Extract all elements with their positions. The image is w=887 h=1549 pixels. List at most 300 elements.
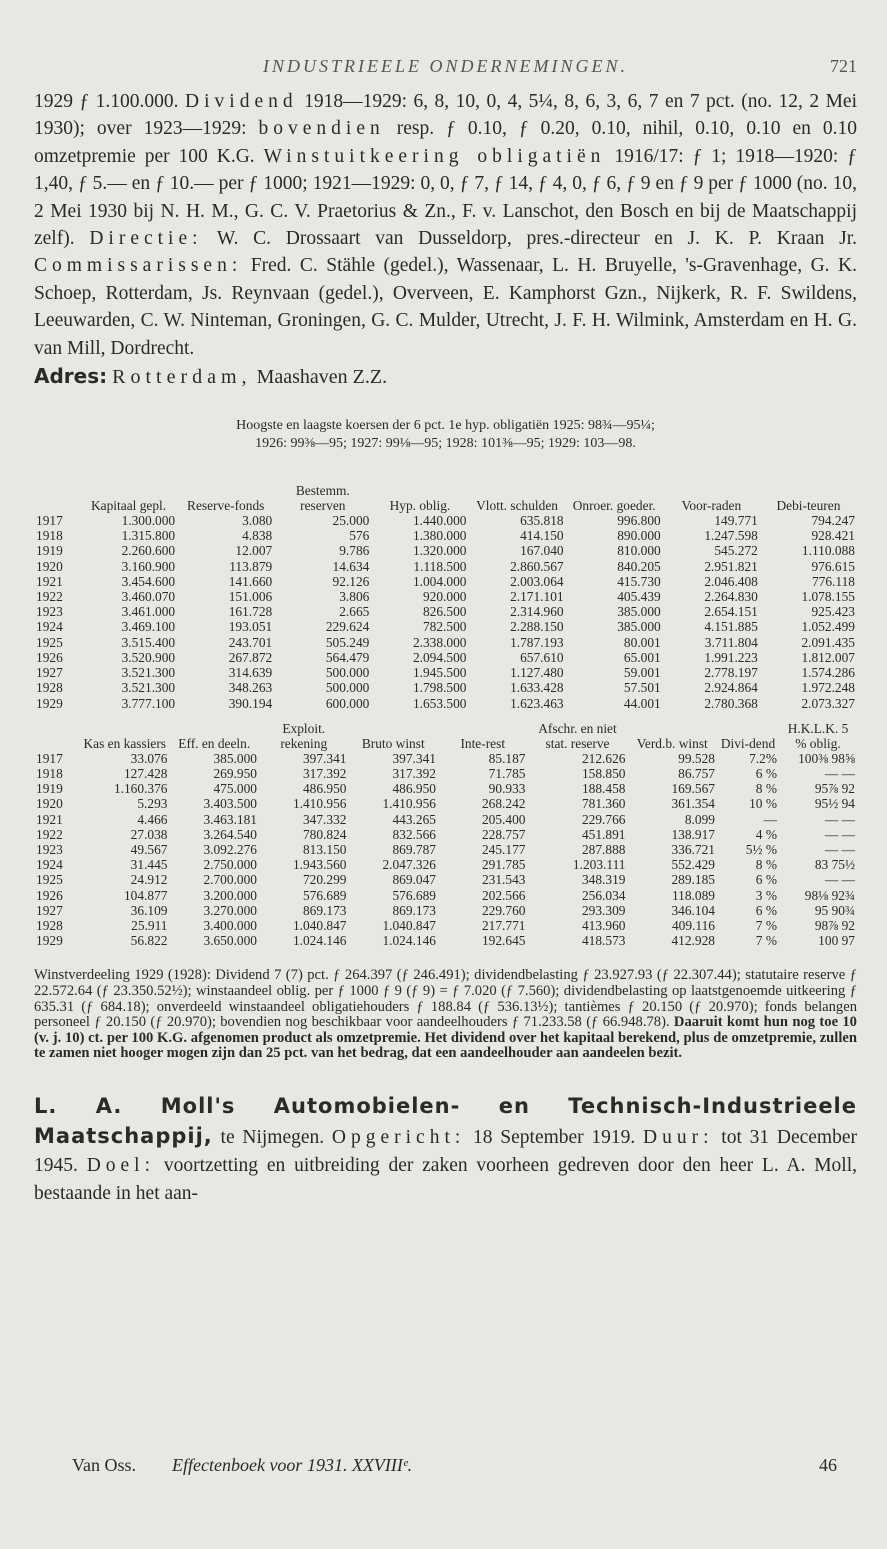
table-cell: 2.780.368 [704,695,758,711]
table-cell: 291.785 [481,857,526,873]
table-cell: 317.392 [302,765,347,781]
table-cell: 7.2% [749,750,777,766]
table-cell: 188.458 [581,781,626,797]
table-cell: 500.000 [325,665,370,681]
table-cell: 317.392 [392,765,436,781]
year-cell: 1929 [36,933,63,949]
year-cell: 1922 [36,826,63,842]
table-cell: 2.654.151 [704,604,758,620]
table-cell: 3 % [755,887,777,903]
results-table-body [34,751,857,949]
table-cell: 1.787.193 [510,634,564,650]
table-cell: 813.150 [302,841,347,857]
footer-publisher: Van Oss. [72,1455,137,1475]
table-cell: 193.051 [228,619,273,635]
table-cell: 832.566 [392,826,436,842]
year-cell: 1928 [36,680,63,696]
table-cell: 780.824 [302,826,347,842]
table-cell: 85.187 [488,750,526,766]
table-cell: 600.000 [325,695,370,711]
table-cell: 92.126 [332,573,370,589]
table-cell: 2.860.567 [510,558,564,574]
column-header: Exploit. rekening [280,720,328,751]
year-cell: 1922 [36,589,63,605]
table-cell: 1.633.428 [510,680,564,696]
table-cell: 27.038 [130,826,168,842]
address-label: Adres: [34,364,108,389]
table-cell: 1.078.155 [801,589,855,605]
text-run: 1929 ƒ 1.100.000. [34,91,186,112]
footer-book-title: Effectenboek voor 1931. XXVIIIᵉ. [172,1455,413,1475]
dividend-label: Dividend [185,91,298,112]
year-cell: 1927 [36,902,63,918]
year-cell: 1925 [36,872,63,888]
table-cell: 83 75½ [814,857,855,873]
table-cell: 8 % [755,857,777,873]
table-cell: 657.610 [520,649,564,665]
column-header: Kapitaal gepl. [91,498,167,514]
table-cell: 2.700.000 [203,872,257,888]
opgericht-label: Opgericht: [331,1126,466,1148]
column-header: Verd.b. winst [636,735,708,751]
table-row [34,619,857,634]
table-cell: 781.360 [581,796,626,812]
table-cell: 2.924.864 [704,680,758,696]
year-cell: 1919 [36,543,63,559]
table-cell: 3.650.000 [203,933,257,949]
table-cell: 920.000 [422,589,467,605]
table-cell: — — [824,811,855,827]
table-cell: 336.721 [671,841,715,857]
table-cell: 8 % [755,781,777,797]
table-cell: 25.911 [131,917,168,933]
table-cell: 24.912 [130,872,168,888]
table-cell: 141.660 [228,573,273,589]
table-cell: 10 % [749,796,777,812]
year-cell: 1926 [36,649,63,665]
koersen-note [34,417,857,453]
table-cell: 8.099 [684,811,715,827]
table-cell: 564.479 [325,649,370,665]
balance-table-header [34,483,857,513]
year-cell: 1927 [36,665,63,681]
table-row [34,857,857,872]
column-header: Hyp. oblig. [389,498,451,514]
table-cell: 4.466 [137,811,168,827]
year-cell: 1919 [36,781,63,797]
text-run: Fred. C. Stähle (gedel.), Wassenaar, L. H. Bruyelle, 's-Gravenhage, G. K. Schoep, Rotterdam, Js. Reynvaan (gedel.), Overveen, E. Kamphorst Gzn., Nijkerk, R. F. Swildens, Leeuwarden, C. W. Ninteman, Groningen, G. C. Mulder, Utrecht, J. F. H. Wilmink, Amsterdam en H. G. van Mill, Dordrecht. [34,255,857,359]
table-cell: 1.024.146 [292,933,347,949]
table-cell: 113.879 [229,558,273,574]
table-cell: — — [824,872,855,888]
table-row [34,766,857,781]
table-cell: 346.104 [671,902,715,918]
table-row [34,903,857,918]
table-cell: 2.091.435 [801,634,855,650]
table-cell: 1.004.000 [412,573,467,589]
table-cell: 3.092.276 [203,841,257,857]
table-cell: 1.653.500 [412,695,467,711]
table-cell: 256.034 [581,887,626,903]
table-cell: 269.950 [213,765,257,781]
table-cell: 1.052.499 [801,619,855,635]
table-cell: 212.626 [581,750,626,766]
column-header: Debi-teuren [776,498,841,514]
year-cell: 1917 [36,513,63,529]
column-header: Vlott. schulden [476,498,558,514]
table-cell: 3.463.181 [203,811,257,827]
table-cell: 3.521.300 [121,665,176,681]
table-cell: 127.428 [123,765,168,781]
table-cell: 6 % [755,872,777,888]
column-header: Divi-dend [720,735,776,751]
table-cell: 229.766 [581,811,626,827]
table-row [34,604,857,619]
table-cell: 890.000 [617,528,661,544]
column-header [34,721,80,751]
table-cell: 4.838 [242,528,273,544]
table-cell: 1.315.800 [121,528,176,544]
table-cell: 776.118 [811,573,855,589]
year-cell: 1918 [36,528,63,544]
winstverdeeling-text: Winstverdeeling 1929 (1928): Dividend 7 (7) pct. ƒ 264.397 (ƒ 246.491); dividendbelasting ƒ 23.927.93 (ƒ 22.307.44); statutaire reserve ƒ 22.572.64 (ƒ 23.350.52½); winstaandeel oblig. per ƒ 1000 ƒ 9 (ƒ 9) = ƒ 7.020 (ƒ 7.560); dividendbelasting op laatstgenoemde uitkeering ƒ 635.31 (ƒ 684.18); onverdeeld winstaandeel obligatiehouders ƒ 188.84 (ƒ 536.13½); tantièmes ƒ 20.150 (ƒ 20.970); fonds belangen personeel ƒ 20.150 (ƒ 20.970); bovendien nog beschikbaar voor aandeelhouders ƒ 71.233.58 (ƒ 66.948.78). [34,967,857,1031]
table-cell: 314.639 [228,665,273,681]
table-cell: 2.951.821 [704,558,758,574]
table-cell: 59.001 [623,665,661,681]
table-cell: 1.380.000 [412,528,467,544]
table-cell: 4.151.885 [704,619,758,635]
doel-label: Doel: [86,1154,156,1176]
table-row [34,796,857,811]
balance-table-body [34,513,857,711]
table-cell: 118.089 [671,887,715,903]
year-cell: 1921 [36,573,63,589]
table-cell: 9.786 [339,543,370,559]
column-header: Onroer. goeder. [572,498,656,514]
table-cell: 1.410.956 [382,796,436,812]
company-entry [34,1092,857,1208]
table-row [34,574,857,589]
table-cell: — — [824,841,855,857]
table-cell: 2.778.197 [704,665,758,681]
results-table-header [34,721,857,751]
table-cell: 2.260.600 [121,543,176,559]
winstuitkeering-label: Winstuitkeering obligatiën [263,145,606,167]
table-cell: 229.760 [481,902,526,918]
table-cell: 2.094.500 [412,649,467,665]
table-cell: — [763,811,777,827]
table-cell: 3.400.000 [203,917,257,933]
table-cell: 576 [349,528,370,544]
table-row [34,872,857,887]
table-cell: 80.001 [623,634,661,650]
table-cell: 1.203.111 [572,857,626,873]
table-cell: 98⅞ 92 [814,917,855,933]
table-cell: 782.500 [422,619,467,635]
table-cell: 229.624 [325,619,370,635]
table-row [34,528,857,543]
table-cell: 95⅞ 92 [814,781,855,797]
year-cell: 1926 [36,887,63,903]
table-cell: 151.006 [228,589,273,605]
table-row [34,918,857,933]
table-cell: 25.000 [332,513,370,529]
table-cell: 361.354 [671,796,715,812]
table-cell: 167.040 [520,543,564,559]
table-cell: 928.421 [811,528,855,544]
table-cell: 243.701 [228,634,273,650]
table-cell: 149.771 [714,513,758,529]
table-cell: 840.205 [617,558,661,574]
company-info-paragraph [34,88,857,362]
table-cell: 635.818 [520,513,564,529]
table-cell: 869.047 [392,872,436,888]
table-cell: 90.933 [488,781,526,797]
table-cell: 2.750.000 [203,857,257,873]
table-cell: 161.728 [228,604,273,620]
table-cell: 2.665 [339,604,370,620]
table-row [34,781,857,796]
year-cell: 1917 [36,750,63,766]
table-cell: 289.185 [671,872,715,888]
table-cell: 1.812.007 [801,649,855,665]
duur-label: Duur: [643,1126,714,1148]
table-cell: 158.850 [581,765,626,781]
table-cell: 99.528 [678,750,715,766]
table-cell: 3.270.000 [203,902,257,918]
table-cell: 95 90¾ [814,902,855,918]
table-cell: 245.177 [481,841,526,857]
table-cell: 486.950 [302,781,347,797]
table-cell: 925.423 [811,604,855,620]
table-cell: 44.001 [623,695,661,711]
table-cell: 2.073.327 [801,695,855,711]
column-header: Bestemm. reserven [295,483,350,514]
table-cell: 36.109 [130,902,168,918]
table-cell: 2.314.960 [510,604,564,620]
table-cell: 3.521.300 [121,680,176,696]
table-cell: 2.288.150 [510,619,564,635]
column-header: H.K.L.K. 5 % oblig. [787,720,849,751]
table-cell: 418.573 [581,933,626,949]
table-cell: 71.785 [488,765,526,781]
table-cell: 976.615 [811,558,855,574]
table-cell: 443.265 [392,811,436,827]
table-row [34,635,857,650]
table-cell: 1.991.223 [704,649,758,665]
table-cell: 545.272 [714,543,758,559]
table-row [34,543,857,558]
column-header: Reserve-fonds [187,498,265,514]
table-row [34,680,857,695]
footer-page-number: 46 [819,1455,837,1475]
table-cell: 1.300.000 [121,513,176,529]
table-cell: 2.046.408 [704,573,758,589]
table-cell: 12.007 [235,543,273,559]
table-cell: 6 % [755,902,777,918]
table-cell: 1.247.598 [704,528,758,544]
year-cell: 1924 [36,619,63,635]
table-cell: 138.917 [671,826,715,842]
table-row [34,812,857,827]
column-header: Voor-raden [681,498,742,514]
table-cell: 1.943.560 [292,857,347,873]
column-header: Eff. en deeln. [178,735,251,751]
table-cell: 576.689 [302,887,347,903]
column-header: Inte-rest [460,735,506,751]
bovendien-label: bovendien [258,118,385,140]
table-cell: 57.501 [623,680,661,696]
table-cell: 1.040.847 [382,917,436,933]
table-cell: 86.757 [678,765,715,781]
table-cell: 810.000 [617,543,661,559]
table-cell: 2.003.064 [510,573,564,589]
text-run: resp. ƒ 0.10, ƒ 0.20, 0.10, nihil, 0.10, 0.10 en 0.10 omzetpremie per 100 K.G. [34,118,857,167]
table-cell: 576.689 [392,887,436,903]
table-cell: 31.445 [130,857,168,873]
table-cell: 869.173 [392,902,436,918]
table-cell: 231.543 [481,872,526,888]
winstverdeeling-paragraph [34,968,857,1062]
table-cell: 100⅜ 98⅝ [798,750,855,766]
year-cell: 1918 [36,765,63,781]
results-table [34,721,857,949]
table-cell: 1.127.480 [510,665,564,681]
table-cell: 486.950 [392,781,436,797]
table-cell: 1.410.956 [292,796,347,812]
table-cell: 228.757 [481,826,526,842]
table-cell: 169.567 [671,781,715,797]
table-cell: 3.461.000 [121,604,176,620]
table-cell: 405.439 [617,589,661,605]
commissarissen-label: Commissarissen: [34,255,243,277]
table-cell: 1.623.463 [510,695,564,711]
table-cell: 413.960 [581,917,626,933]
table-cell: 2.171.101 [510,589,564,605]
table-cell: 347.332 [302,811,347,827]
table-cell: 500.000 [325,680,370,696]
directie-label: Directie: [89,228,203,250]
table-cell: 3.460.070 [121,589,176,605]
page-header [34,48,857,88]
table-cell: 14.634 [332,558,370,574]
table-cell: 720.299 [302,872,347,888]
table-row [34,933,857,948]
balance-table [34,483,857,711]
table-cell: — — [824,765,855,781]
table-cell: 3.711.804 [704,634,758,650]
table-cell: 409.116 [671,917,715,933]
table-cell: 2.338.000 [412,634,467,650]
table-cell: 826.500 [422,604,467,620]
column-header: Kas en kassiers [83,735,167,751]
table-row [34,842,857,857]
table-cell: 1.972.248 [801,680,855,696]
table-cell: 33.076 [130,750,168,766]
page-number: 721 [830,56,857,76]
column-header: Afschr. en niet stat. reserve [538,720,617,751]
column-header: Bruto winst [361,735,425,751]
table-cell: 3.080 [242,513,273,529]
table-cell: 7 % [755,933,777,949]
table-cell: 348.319 [581,872,626,888]
table-cell: 869.173 [302,902,347,918]
text-run: tot 31 December 1945. [34,1126,857,1176]
year-cell: 1923 [36,841,63,857]
table-cell: 1.118.500 [413,558,467,574]
table-cell: 2.264.830 [704,589,758,605]
year-cell: 1923 [36,604,63,620]
table-cell: 104.877 [123,887,168,903]
address-city: Rotterdam, [112,366,252,389]
table-row [34,665,857,680]
table-cell: 7 % [755,917,777,933]
table-cell: 415.730 [617,573,661,589]
koersen-line-1: Hoogste en laagste koersen der 6 pct. 1e hyp. obligatiën 1925: 98¾—95¼; [236,418,655,434]
table-cell: 293.309 [581,902,626,918]
company-name: L. A. Moll's Automobielen- en Technisch-Industrieele Maatschappij, [34,1093,857,1148]
table-cell: 95½ 94 [814,796,855,812]
table-cell: 451.891 [581,826,626,842]
table-cell: 1.440.000 [412,513,467,529]
table-cell: 1.798.500 [412,680,467,696]
table-cell: 65.001 [623,649,661,665]
table-cell: 414.150 [520,528,564,544]
table-cell: 3.777.100 [121,695,176,711]
table-cell: 3.806 [339,589,370,605]
table-cell: 1.040.847 [292,917,347,933]
table-cell: 3.200.000 [203,887,257,903]
table-cell: 49.567 [130,841,168,857]
table-cell: 287.888 [581,841,626,857]
table-cell: 3.520.900 [121,649,176,665]
table-row [34,650,857,665]
table-cell: 267.872 [228,649,273,665]
running-title: INDUSTRIEELE ONDERNEMINGEN. [263,56,628,76]
table-cell: 475.000 [213,781,257,797]
table-cell: 268.242 [481,796,526,812]
table-cell: 5.293 [137,796,168,812]
table-cell: 1.160.376 [113,781,168,797]
table-row [34,559,857,574]
table-cell: 1.024.146 [382,933,436,949]
table-row [34,751,857,766]
text-run: 1916/17: ƒ 1; 1918—1920: ƒ 1,40, ƒ 5.— en ƒ 10.— per ƒ 1000; 1921—1929: 0, 0, ƒ 7, ƒ 14, ƒ 4, 0, ƒ 6, ƒ 9 en ƒ 9 per ƒ 1000 (no. 10, 2 Mei 1930 bij N. H. M., G. C. V. Praetorius & Zn., F. v. Lanschot, den Bosch en bij de Maatschappij zelf). [34,145,857,250]
year-cell: 1925 [36,634,63,650]
table-cell: 192.645 [481,933,526,949]
table-cell: 98⅛ 92¾ [804,887,855,903]
table-cell: — — [824,826,855,842]
table-cell: 385.000 [617,619,661,635]
year-cell: 1924 [36,857,63,873]
table-cell: 869.787 [392,841,436,857]
table-cell: 1.574.286 [801,665,855,681]
table-cell: 3.454.600 [121,573,176,589]
table-row [34,589,857,604]
table-cell: 1.320.000 [412,543,467,559]
table-row [34,513,857,528]
table-cell: 505.249 [325,634,370,650]
table-cell: 100 97 [818,933,855,949]
table-cell: 1.110.088 [801,543,855,559]
text-run: W. C. Drossaart van Dusseldorp, pres.-directeur en J. K. P. Kraan Jr. [202,228,857,250]
table-row [34,888,857,903]
year-cell: 1929 [36,695,63,711]
table-cell: 397.341 [302,750,347,766]
table-cell: 205.400 [481,811,526,827]
table-cell: 5½ % [745,841,777,857]
text-run: voortzetting en uitbreiding der zaken voorheen gedreven door den heer L. A. Moll, bestaande in het aan- [34,1154,858,1204]
